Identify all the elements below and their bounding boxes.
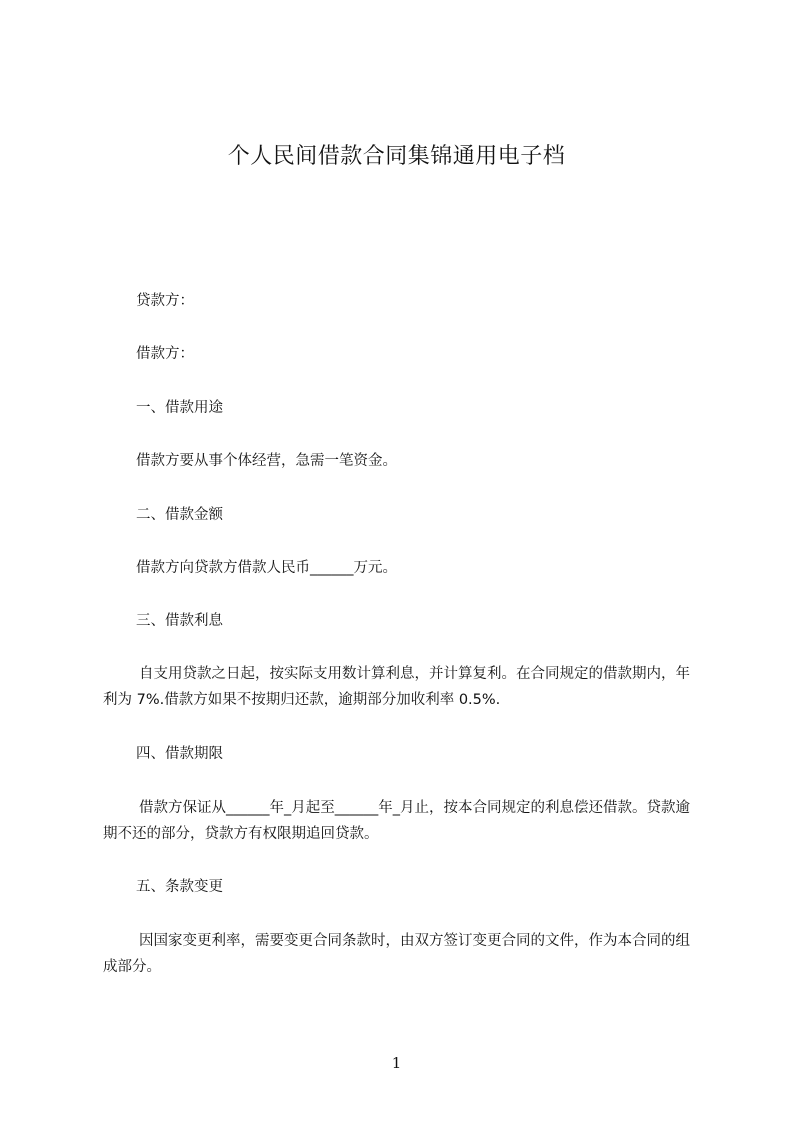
page-number: 1 [391, 1054, 402, 1072]
section-heading-amount: 二、借款金额 [136, 507, 223, 523]
section-body-interest: 自支用贷款之日起，按实际支用数计算利息，并计算复利。在合同规定的借款期内，年利为 7%.借款方如果不按期归还款，逾期部分加收利率 0.5%. [103, 666, 690, 708]
section-heading-term: 四、借款期限 [136, 746, 223, 762]
section-heading-changes: 五、条款变更 [136, 879, 223, 895]
section-body-term: 借款方保证从______年_月起至______年_月止，按本合同规定的利息偿还借款。贷款逾期不还的部分，贷款方有权限期追回贷款。 [103, 800, 690, 842]
section-body-purpose: 借款方要从事个体经营，急需一笔资金。 [136, 453, 397, 469]
section-heading-purpose: 一、借款用途 [136, 400, 223, 416]
document-title: 个人民间借款合同集锦通用电子档 [227, 144, 566, 169]
borrower-label: 借款方： [136, 346, 194, 362]
lender-label: 贷款方： [136, 293, 194, 309]
section-heading-interest: 三、借款利息 [136, 613, 223, 629]
section-body-amount: 借款方向贷款方借款人民币______万元。 [136, 560, 397, 576]
section-body-changes: 因国家变更利率，需要变更合同条款时，由双方签订变更合同的文件，作为本合同的组成部分。 [103, 933, 690, 975]
